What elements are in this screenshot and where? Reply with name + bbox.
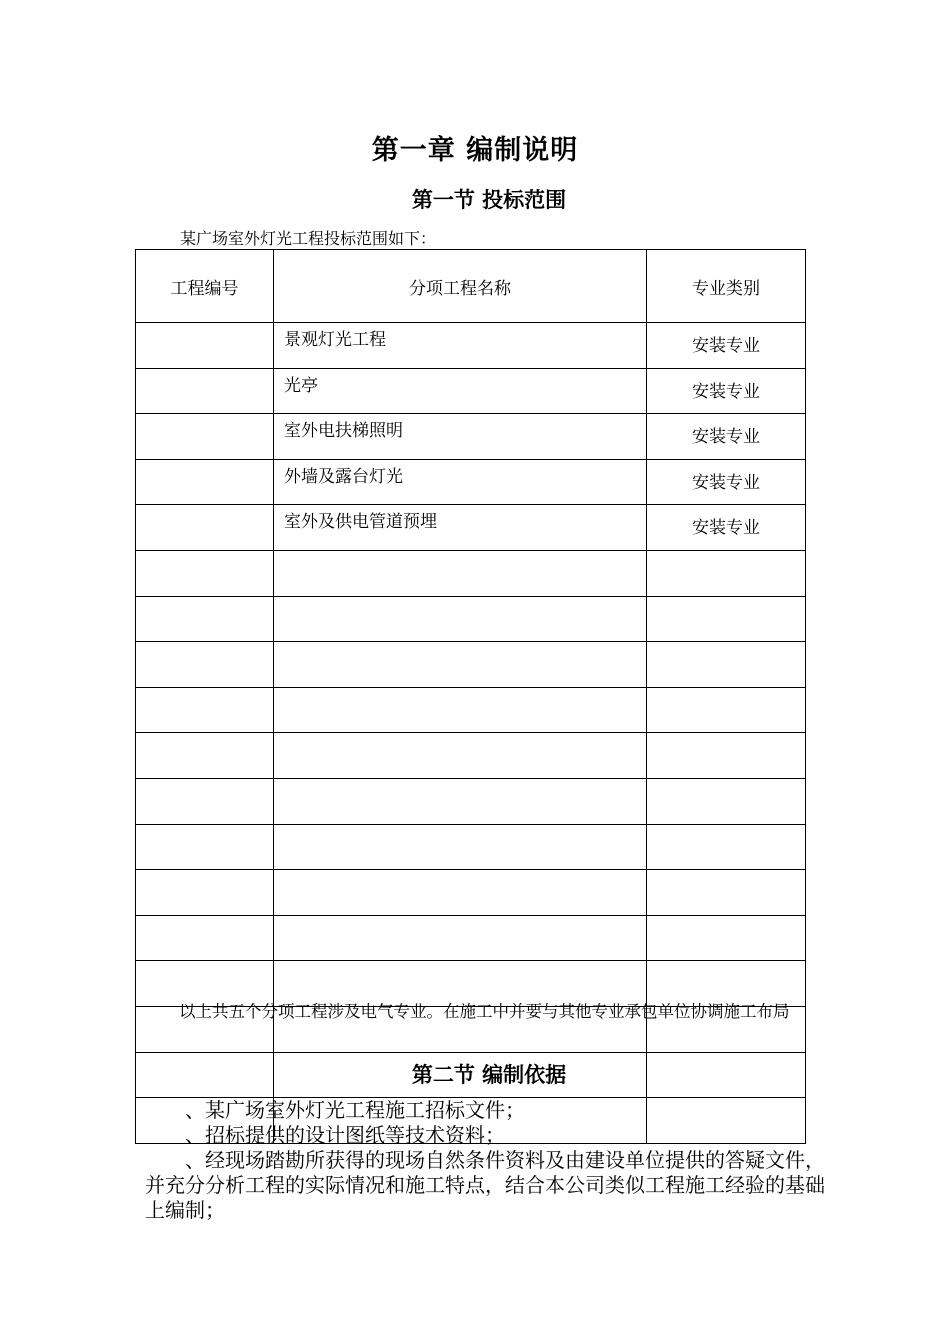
cell-category: 安装专业: [647, 505, 806, 551]
cell-category: 安装专业: [647, 414, 806, 460]
cell-name: [274, 778, 647, 824]
cell-code: [136, 642, 274, 688]
table-row: [136, 642, 806, 688]
section2-title: 第二节 编制依据: [411, 1063, 567, 1087]
cell-name: 室外电扶梯照明: [274, 414, 647, 460]
cell-name: [274, 824, 647, 870]
cell-code: [136, 596, 274, 642]
cell-name: [274, 596, 647, 642]
basis-item: 、招标提供的设计图纸等技术资料；: [185, 1123, 505, 1147]
cell-name: [274, 687, 647, 733]
table-row: [136, 505, 806, 551]
cell-category: [647, 687, 806, 733]
cell-code: [136, 687, 274, 733]
basis-list: [145, 1098, 840, 1223]
cell-code: [136, 323, 274, 369]
section1-title: 第一节 投标范围: [411, 188, 567, 212]
table-row: [136, 733, 806, 779]
table-row: [136, 323, 806, 369]
table-row: [136, 596, 806, 642]
header-name: 分项工程名称: [274, 250, 647, 323]
basis-item: 、经现场踏勘所获得的现场自然条件资料及由建设单位提供的答疑文件，并充分分析工程的实际情况和施工特点，结合本公司类似工程施工经验的基础上编制；: [145, 1148, 825, 1222]
cell-category: 安装专业: [647, 459, 806, 505]
cell-category: [647, 778, 806, 824]
cell-name: [274, 550, 647, 596]
table-row: [136, 687, 806, 733]
table-row: [136, 459, 806, 505]
cell-name: 室外及供电管道预埋: [274, 505, 647, 551]
cell-name: [274, 733, 647, 779]
scope-intro: 某广场室外灯光工程投标范围如下：: [180, 229, 437, 248]
cell-code: [136, 505, 274, 551]
cell-code: [136, 778, 274, 824]
cell-category: [647, 824, 806, 870]
basis-item: 、某广场室外灯光工程施工招标文件；: [185, 1098, 525, 1122]
cell-name: [274, 915, 647, 961]
cell-name: [274, 642, 647, 688]
cell-code: [136, 368, 274, 414]
table-header-row: [136, 250, 806, 323]
header-code: 工程编号: [136, 250, 274, 323]
table-row: [136, 550, 806, 596]
cell-code: [136, 550, 274, 596]
table-row: [136, 778, 806, 824]
cell-code: [136, 733, 274, 779]
cell-category: [647, 870, 806, 916]
table-row: [136, 870, 806, 916]
cell-category: [647, 642, 806, 688]
cell-code: [136, 915, 274, 961]
table-row: [136, 915, 806, 961]
table-row: [136, 368, 806, 414]
header-category: 专业类别: [647, 250, 806, 323]
cell-code: [136, 824, 274, 870]
table-row: [136, 824, 806, 870]
table-row: [136, 414, 806, 460]
cell-category: 安装专业: [647, 368, 806, 414]
cell-code: [136, 459, 274, 505]
cell-category: [647, 550, 806, 596]
scope-summary: 以上共五个分项工程涉及电气专业。在施工中并要与其他专业承包单位协调施工布局: [179, 1002, 790, 1021]
cell-name: 外墙及露台灯光: [274, 459, 647, 505]
cell-category: [647, 733, 806, 779]
cell-code: [136, 414, 274, 460]
cell-name: 景观灯光工程: [274, 323, 647, 369]
cell-name: [274, 870, 647, 916]
cell-category: [647, 596, 806, 642]
cell-category: [647, 915, 806, 961]
cell-code: [136, 870, 274, 916]
cell-category: 安装专业: [647, 323, 806, 369]
chapter-title: 第一章 编制说明: [371, 135, 579, 166]
cell-name: 光亭: [274, 368, 647, 414]
